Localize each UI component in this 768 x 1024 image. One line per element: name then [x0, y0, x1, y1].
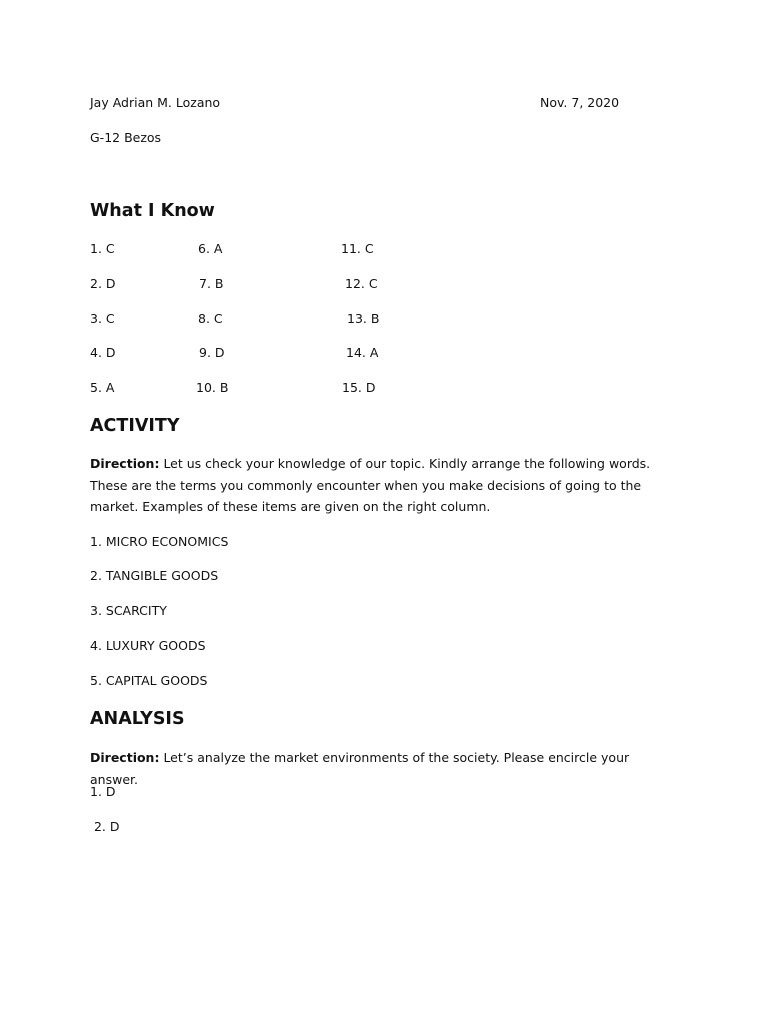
answer-14: 14. A: [346, 345, 379, 360]
document-date: Nov. 7, 2020: [540, 95, 620, 110]
what-i-know-heading: What I Know: [90, 201, 215, 221]
answer-1: 1. C: [90, 241, 115, 256]
answer-6: 6. A: [198, 241, 223, 256]
analysis-direction: [90, 747, 680, 790]
answer-15: 15. D: [342, 380, 376, 395]
analysis-direction-label: Direction:: [90, 750, 160, 765]
analysis-item-2: 2. D: [90, 819, 120, 834]
answer-11: 11. C: [341, 241, 374, 256]
answer-7: 7. B: [199, 276, 224, 291]
analysis-heading: ANALYSIS: [90, 709, 185, 729]
activity-item-4: 4. LUXURY GOODS: [90, 638, 206, 653]
activity-item-2: 2. TANGIBLE GOODS: [90, 568, 219, 583]
answer-8: 8. C: [198, 311, 223, 326]
activity-direction: [90, 453, 680, 518]
answer-4: 4. D: [90, 345, 116, 360]
student-section: G-12 Bezos: [90, 130, 162, 145]
answer-9: 9. D: [199, 345, 225, 360]
activity-direction-label: Direction:: [90, 456, 160, 471]
analysis-direction-text: Let’s analyze the market environments of the society. Please encircle your answer.: [90, 750, 630, 787]
answer-5: 5. A: [90, 380, 115, 395]
analysis-item-1: 1. D: [90, 784, 116, 799]
activity-heading: ACTIVITY: [90, 416, 180, 436]
answer-12: 12. C: [345, 276, 378, 291]
answer-13: 13. B: [347, 311, 380, 326]
answer-3: 3. C: [90, 311, 115, 326]
activity-item-1: 1. MICRO ECONOMICS: [90, 534, 229, 549]
activity-item-5: 5. CAPITAL GOODS: [90, 673, 208, 688]
student-name: Jay Adrian M. Lozano: [90, 95, 221, 110]
answer-2: 2. D: [90, 276, 116, 291]
activity-direction-text: Let us check your knowledge of our topic. Kindly arrange the following words. These are the terms you commonly encounter when you make decisions of going to the market. Examples of these items are given on the right column.: [90, 456, 651, 514]
answer-10: 10. B: [196, 380, 229, 395]
activity-item-3: 3. SCARCITY: [90, 603, 167, 618]
